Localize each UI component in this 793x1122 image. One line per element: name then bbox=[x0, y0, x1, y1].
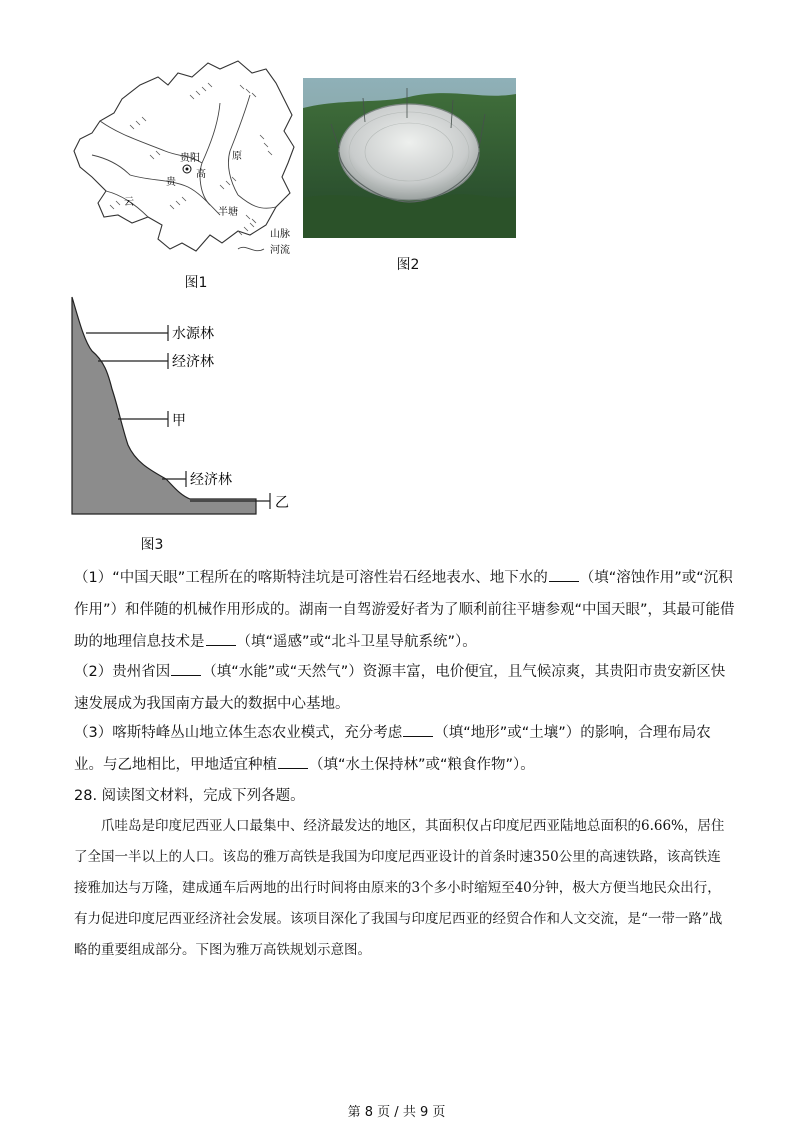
label-gao: 高 bbox=[196, 169, 206, 180]
figure3-profile bbox=[70, 295, 300, 517]
label-jia: 甲 bbox=[172, 413, 186, 429]
q28-passage: 爪哇岛是印度尼西亚人口最集中、经济最发达的地区，其面积仅占印度尼西亚陆地总面积的6.66%，居住了全国一半以上的人口。该岛的雅万高铁是我国为印度尼西亚设计的首条时速350公里的高速铁路，该高铁连接雅加达与万隆，建成通车后两地的出行时间将由原来的3个多小时缩短至40分钟，极大方便当地民众出行，有力促进印度尼西亚经济社会发展。该项目深化了我国与印度尼西亚的经贸合作和人文交流，是“一带一路”战略的重要组成部分。下图为雅万高铁规划示意图。 bbox=[74, 818, 725, 958]
q2-blank-1[interactable] bbox=[171, 661, 201, 676]
q3-text-c: （填“水土保持林”或“粮食作物”）。 bbox=[309, 757, 535, 773]
legend-mountain-label: 山脉 bbox=[270, 229, 290, 240]
figure1-map bbox=[70, 55, 300, 265]
q1-blank-1[interactable] bbox=[549, 567, 579, 582]
figure2-photo bbox=[303, 78, 516, 238]
q28-title: 28. 阅读图文材料，完成下列各题。 bbox=[74, 788, 305, 804]
q3-blank-2[interactable] bbox=[278, 754, 308, 769]
q3-blank-1[interactable] bbox=[403, 722, 433, 737]
label-pingtang: 半塘 bbox=[218, 207, 238, 218]
figure2-caption: 图2 bbox=[396, 257, 420, 273]
label-gui: 贵 bbox=[166, 177, 176, 188]
q1-text-a: （1）“中国天眼”工程所在的喀斯特洼坑是可溶性岩石经地表水、地下水的 bbox=[74, 570, 548, 586]
legend-river-label: 河流 bbox=[270, 245, 290, 256]
label-yuan: 原 bbox=[232, 151, 242, 162]
q1-text-c: （填“遥感”或“北斗卫星导航系统”）。 bbox=[236, 634, 477, 650]
page-footer: 第 8 页 / 共 9 页 bbox=[347, 1105, 446, 1120]
q1-blank-2[interactable] bbox=[206, 631, 236, 646]
question-28-title bbox=[74, 780, 736, 812]
label-water-forest: 水源林 bbox=[172, 326, 214, 342]
q3-text-b: （填“地形”或“土壤”）的影响，合理布局农业。与乙地相比，甲地适宜种植 bbox=[74, 725, 711, 773]
q3-text-a: （3）喀斯特峰丛山地立体生态农业模式，充分考虑 bbox=[74, 725, 403, 741]
question-3 bbox=[74, 717, 736, 781]
figure3-caption: 图3 bbox=[140, 537, 164, 553]
label-economic-forest-lower: 经济林 bbox=[190, 472, 232, 488]
question-2 bbox=[74, 656, 736, 720]
label-yun: 云 bbox=[124, 197, 134, 208]
telescope-dish bbox=[339, 104, 479, 200]
q2-text-b: （填“水能”或“天然气”）资源丰富，电价便宜，且气候凉爽，其贵阳市贵安新区快速发展成为我国南方最大的数据中心基地。 bbox=[74, 664, 726, 712]
question-1 bbox=[74, 562, 736, 658]
label-economic-forest-upper: 经济林 bbox=[172, 354, 214, 370]
legend-river-icon bbox=[238, 247, 264, 250]
figure1-caption: 图1 bbox=[184, 275, 208, 291]
label-guiyang: 贵阳 bbox=[180, 153, 200, 164]
label-yi: 乙 bbox=[275, 495, 289, 511]
q2-text-a: （2）贵州省因 bbox=[74, 664, 171, 680]
q28-passage-block bbox=[74, 811, 730, 966]
q1-text-b: （填“溶蚀作用”或“沉积作用”）和伴随的机械作用形成的。湖南一自驾游爱好者为了顺利前往平塘参观“中国天眼”，其最可能借助的地理信息技术是 bbox=[74, 570, 735, 650]
